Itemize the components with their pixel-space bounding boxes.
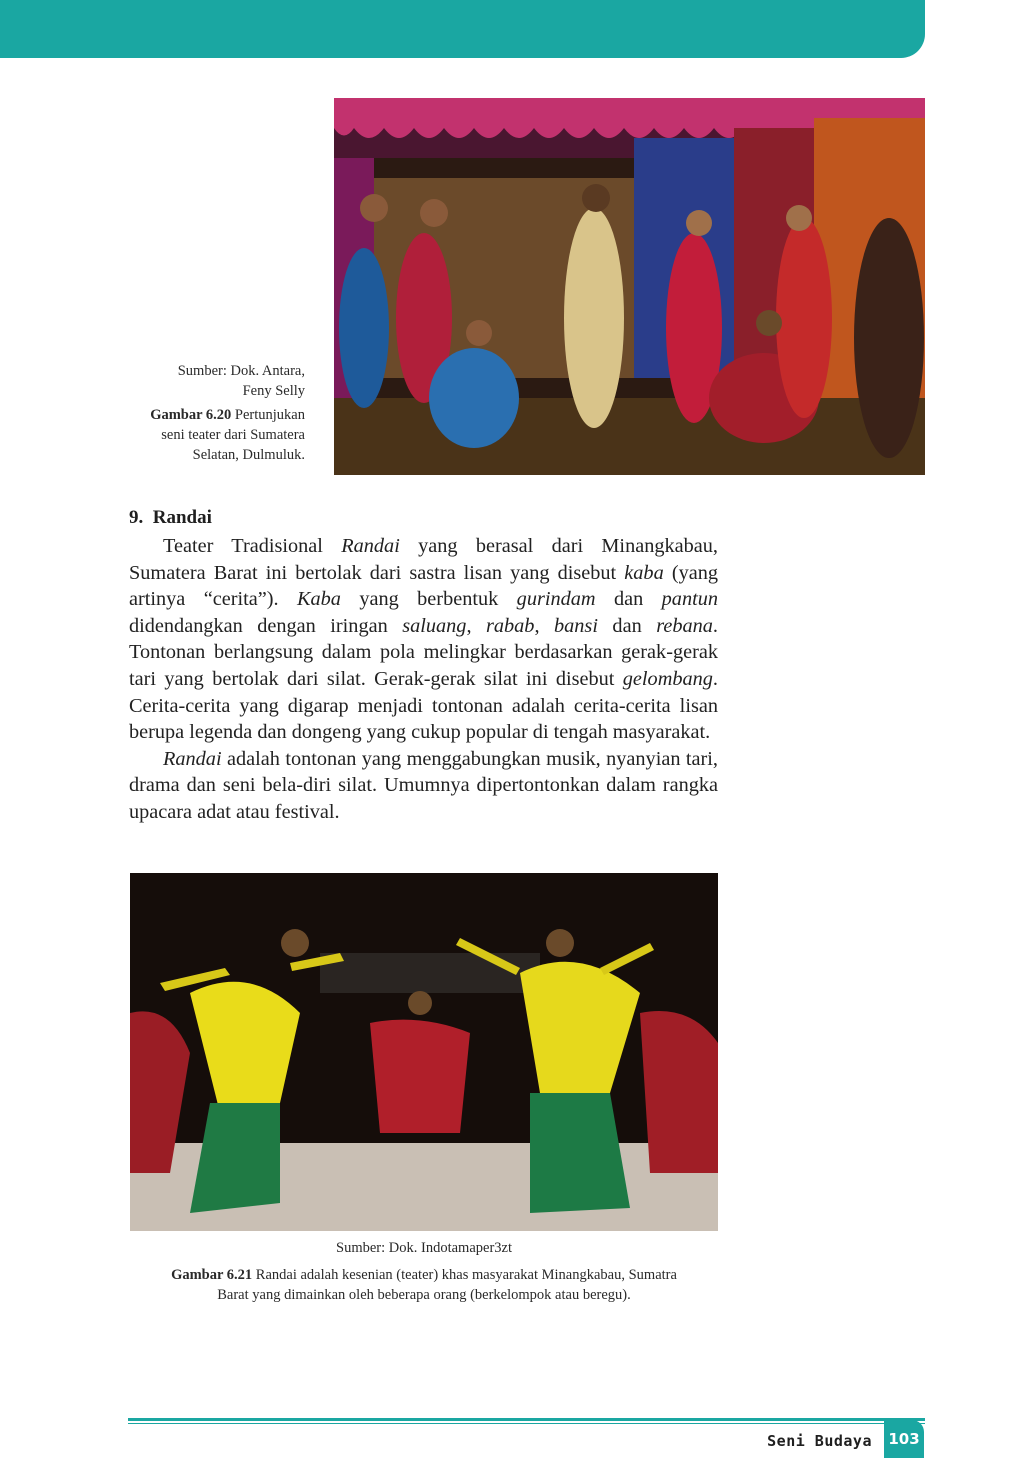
figure-6-20-label: Gambar 6.20 <box>150 407 232 423</box>
figure-6-20-caption-line3: Selatan, Dulmuluk. <box>192 447 305 463</box>
text-run: (yang artinya “cerita”). <box>129 561 718 611</box>
italic-term: bansi <box>554 614 598 637</box>
figure-6-21-label: Gambar 6.21 <box>171 1267 253 1283</box>
figure-6-20-source-line1: Sumber: Dok. Antara, <box>177 363 305 379</box>
figure-6-20-caption-line1: Pertunjukan <box>231 407 305 423</box>
figure-6-21-source: Sumber: Dok. Indotamaper3zt <box>336 1240 512 1256</box>
italic-term: pantun <box>661 588 718 611</box>
italic-term: Kaba <box>296 588 341 611</box>
randai-performance-photo <box>130 873 718 1231</box>
text-run: didendangkan dengan iringan <box>129 614 403 637</box>
footer-rule-thin <box>128 1423 925 1424</box>
section-title: Randai <box>152 507 212 528</box>
dulmuluk-theater-photo <box>334 98 925 475</box>
paragraph-1 <box>129 533 718 746</box>
figure-6-20-caption-line2: seni teater dari Sumatera <box>161 427 305 443</box>
italic-term: gurindam <box>516 588 596 611</box>
section-body <box>129 533 718 826</box>
italic-term: kaba <box>624 561 664 584</box>
header-bar <box>0 0 925 58</box>
text-run: yang berasal dari Minangkabau, Sumatera Barat ini bertolak dari sastra lisan yang disebut <box>129 535 718 584</box>
figure-6-20-source <box>100 361 305 401</box>
text-run: dan <box>597 614 657 637</box>
italic-term: Randai <box>341 535 400 557</box>
italic-term: rebana <box>656 614 713 637</box>
italic-term: rabab <box>485 614 535 637</box>
figure-6-20-source-line2: Feny Selly <box>242 383 305 399</box>
figure-6-21-caption <box>110 1265 738 1305</box>
italic-term: Randai <box>163 747 222 770</box>
text-run: . Cerita-cerita yang digarap menjadi tontonan adalah cerita-cerita lisan berupa legenda dan dongeng yang cukup popular di tengah masyarakat. <box>129 667 718 744</box>
paragraph-2 <box>129 746 718 826</box>
text-run: yang berbentuk <box>340 588 517 611</box>
figure-6-21-caption-line2: Barat yang dimainkan oleh beberapa orang (berkelompok atau beregu). <box>217 1287 631 1303</box>
text-run: , <box>466 614 486 637</box>
figure-6-21-caption-line1: Randai adalah kesenian (teater) khas masyarakat Minangkabau, Sumatra <box>252 1267 677 1283</box>
text-run: , <box>534 614 554 637</box>
italic-term: saluang <box>402 614 467 637</box>
page-number: 103 <box>884 1420 924 1458</box>
text-run: . Tontonan berlangsung dalam pola melingkar berdasarkan gerak-gerak tari yang bertolak dari silat. Gerak-gerak silat ini disebut <box>129 614 718 690</box>
text-run: adalah tontonan yang menggabungkan musik, nyanyian tari, drama dan seni bela-diri silat. Umumnya dipertontonkan dalam rangka upacara adat atau festival. <box>129 747 718 823</box>
section-number: 9. <box>129 507 144 528</box>
section-heading <box>129 507 212 529</box>
footer-rule <box>128 1418 925 1421</box>
footer-book-title: Seni Budaya <box>767 1432 872 1450</box>
text-run: dan <box>595 588 662 611</box>
italic-term: gelombang <box>622 667 713 690</box>
text-run: Teater Tradisional <box>163 535 342 557</box>
figure-6-20-caption <box>100 405 305 465</box>
